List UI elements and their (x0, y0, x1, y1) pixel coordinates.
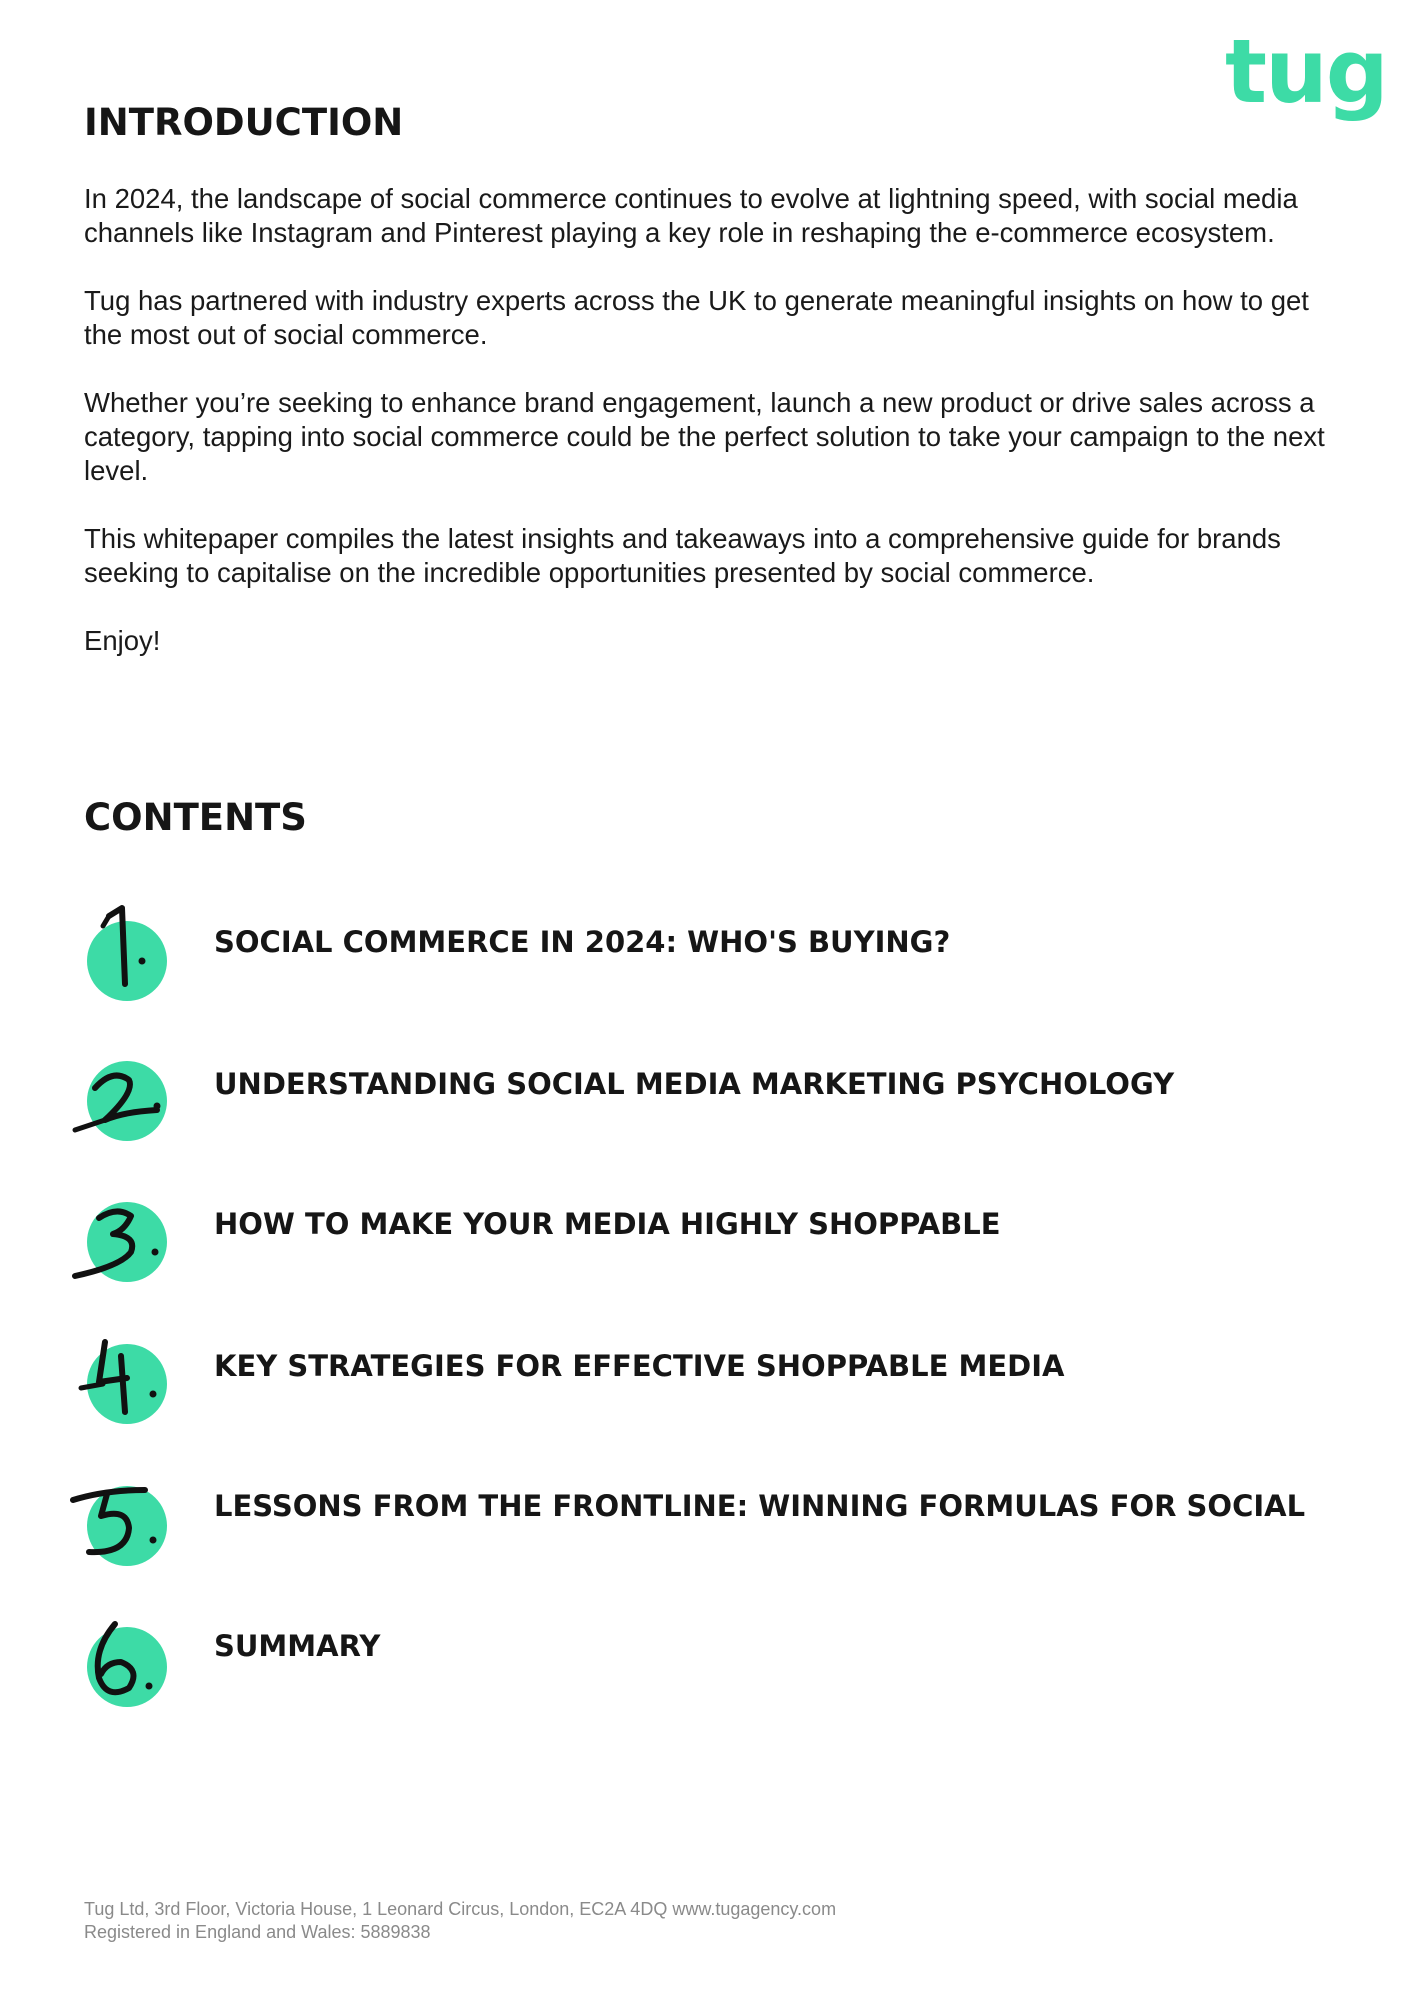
footer-address: Tug Ltd, 3rd Floor, Victoria House, 1 Leonard Circus, London, EC2A 4DQ www.tugagency.com (84, 1899, 837, 1919)
intro-paragraph: Whether you’re seeking to enhance brand engagement, launch a new product or drive sales across a category, tapping into social commerce could be the perfect solution to take your campaign to the next level. (84, 387, 1325, 486)
tug-logo: tug (1225, 20, 1387, 123)
number-badge-6 (65, 1600, 175, 1710)
number-badge-1 (65, 896, 175, 1006)
toc-label: SUMMARY (214, 1629, 381, 1663)
toc-label: LESSONS FROM THE FRONTLINE: WINNING FORMULAS FOR SOCIAL (214, 1489, 1306, 1523)
toc-item-6[interactable] (0, 1600, 1414, 1700)
toc-item-5[interactable] (0, 1460, 1414, 1560)
toc-item-4[interactable] (0, 1320, 1414, 1420)
toc-label: HOW TO MAKE YOUR MEDIA HIGHLY SHOPPABLE (214, 1207, 1001, 1241)
introduction-body (84, 182, 1344, 692)
toc-item-2[interactable] (0, 1038, 1414, 1138)
introduction-heading: INTRODUCTION (84, 101, 404, 144)
intro-paragraph: Enjoy! (84, 625, 161, 656)
toc-label: SOCIAL COMMERCE IN 2024: WHO'S BUYING? (214, 925, 951, 959)
intro-paragraph: In 2024, the landscape of social commerce continues to evolve at lightning speed, with social media channels like Instagram and Pinterest playing a key role in reshaping the e-commerce ecosystem. (84, 183, 1298, 248)
footer (84, 1898, 836, 1944)
number-badge-5 (65, 1460, 175, 1570)
number-badge-3 (65, 1178, 175, 1288)
toc-item-1[interactable] (0, 896, 1414, 996)
toc-label: KEY STRATEGIES FOR EFFECTIVE SHOPPABLE MEDIA (214, 1349, 1065, 1383)
intro-paragraph: This whitepaper compiles the latest insights and takeaways into a comprehensive guide for brands seeking to capitalise on the incredible opportunities presented by social commerce. (84, 523, 1281, 588)
toc-label: UNDERSTANDING SOCIAL MEDIA MARKETING PSYCHOLOGY (214, 1067, 1175, 1101)
number-badge-4 (65, 1320, 175, 1430)
contents-heading: CONTENTS (84, 796, 307, 839)
number-badge-2 (65, 1038, 175, 1148)
intro-paragraph: Tug has partnered with industry experts across the UK to generate meaningful insights on how to get the most out of social commerce. (84, 285, 1309, 350)
footer-registration: Registered in England and Wales: 5889838 (84, 1922, 431, 1942)
toc-item-3[interactable] (0, 1178, 1414, 1278)
badge-circle (87, 1061, 167, 1141)
